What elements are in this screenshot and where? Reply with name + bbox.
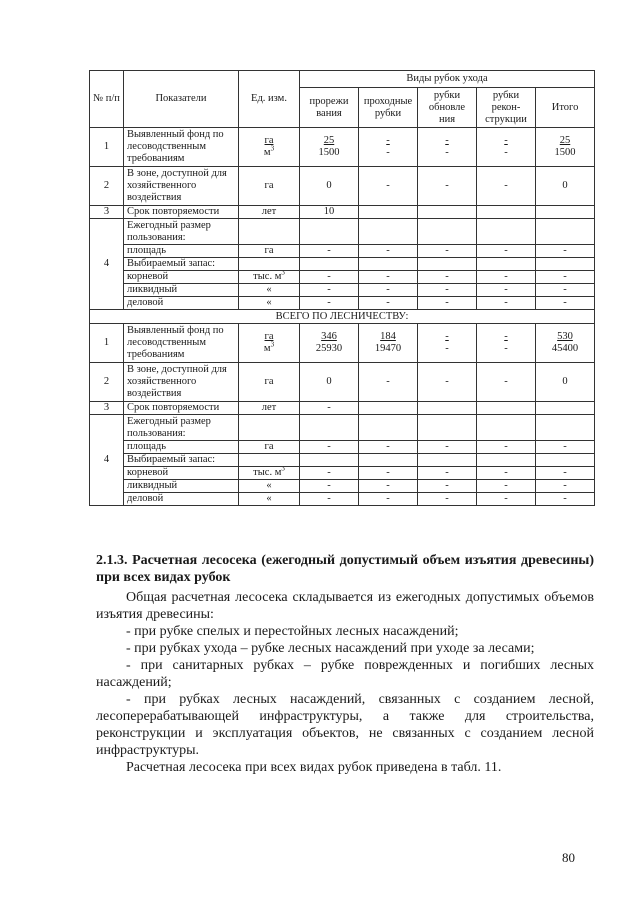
table-row: площадь га - - - - - [90, 441, 595, 454]
paragraph: - при рубках лесных насаждений, связанных с созданием лесной, лесоперерабатывающей инфраструктуры, а также для строительства, реконструкции и эксплуатация объектов, не связанных с созданием лесной инфраструктуры. [96, 692, 594, 758]
page-number: 80 [562, 850, 575, 865]
table-row: ликвидный « - - - - - [90, 480, 595, 493]
table-row: 4 Ежегодный размер пользования: [90, 415, 595, 441]
table-row: площадь га - - - - - [90, 245, 595, 258]
table-row: 3 Срок повторяемости лет 10 [90, 206, 595, 219]
header-col-thinning: прорежи вания [300, 88, 359, 128]
table-row: Выбираемый запас: [90, 258, 595, 271]
paragraph: - при санитарных рубках – рубке поврежденных и погибших лесных насаждений; [96, 658, 594, 690]
header-col-reconstruction: рубки рекон-струкции [477, 88, 536, 128]
table-row: корневой тыс. $м^3$ - - - - - [90, 467, 595, 480]
header-col-total: Итого [536, 88, 595, 128]
body-text [96, 589, 594, 776]
header-indicators: Показатели [124, 71, 239, 128]
header-num: № п/п [90, 71, 124, 128]
header-col-renewal: рубки обновле ния [418, 88, 477, 128]
table-row: деловой « - - - - - [90, 493, 595, 506]
total-heading-row [90, 310, 595, 324]
table-row: 3 Срок повторяемости лет - [90, 402, 595, 415]
table-row: 1 Выявленный фонд по лесоводственным требованиям га $м^3$ 346 25930 184 19470 - - - - 530 45400 [90, 324, 595, 363]
logging-table [89, 70, 595, 506]
header-group: Виды рубок ухода [300, 71, 595, 88]
table-row: Выбираемый запас: [90, 454, 595, 467]
table-row: ликвидный « - - - - - [90, 284, 595, 297]
table-row: корневой тыс. $м^3$ - - - - - [90, 271, 595, 284]
table-row: 2 В зоне, доступной для хозяйственного воздействия га 0 - - - 0 [90, 363, 595, 402]
paragraph: - при рубках ухода – рубке лесных насаждений при уходе за лесами; [126, 641, 535, 656]
header-col-passage: проходные рубки [359, 88, 418, 128]
paragraph: - при рубке спелых и перестойных лесных насаждений; [126, 624, 459, 639]
paragraph: Расчетная лесосека при всех видах рубок приведена в табл. 11. [126, 760, 502, 775]
table-row: 2 В зоне, доступной для хозяйственного воздействия га 0 - - - 0 [90, 167, 595, 206]
table-row: деловой « - - - - - [90, 297, 595, 310]
total-label: ВСЕГО ПО ЛЕСНИЧЕСТВУ: [90, 310, 595, 324]
paragraph: Общая расчетная лесосека складывается из ежегодных допустимых объемов изъятия древесины: [96, 590, 594, 622]
section-heading: 2.1.3. Расчетная лесосека (ежегодный допустимый объем изъятия древесины) при всех видах рубок [96, 553, 594, 585]
table-row: 1 Выявленный фонд по лесоводственным требованиям га $м^3$ 25 1500 - - - - - - 25 1500 [90, 128, 595, 167]
header-unit: Ед. изм. [239, 71, 300, 128]
table-row: 4 Ежегодный размер пользования: [90, 219, 595, 245]
